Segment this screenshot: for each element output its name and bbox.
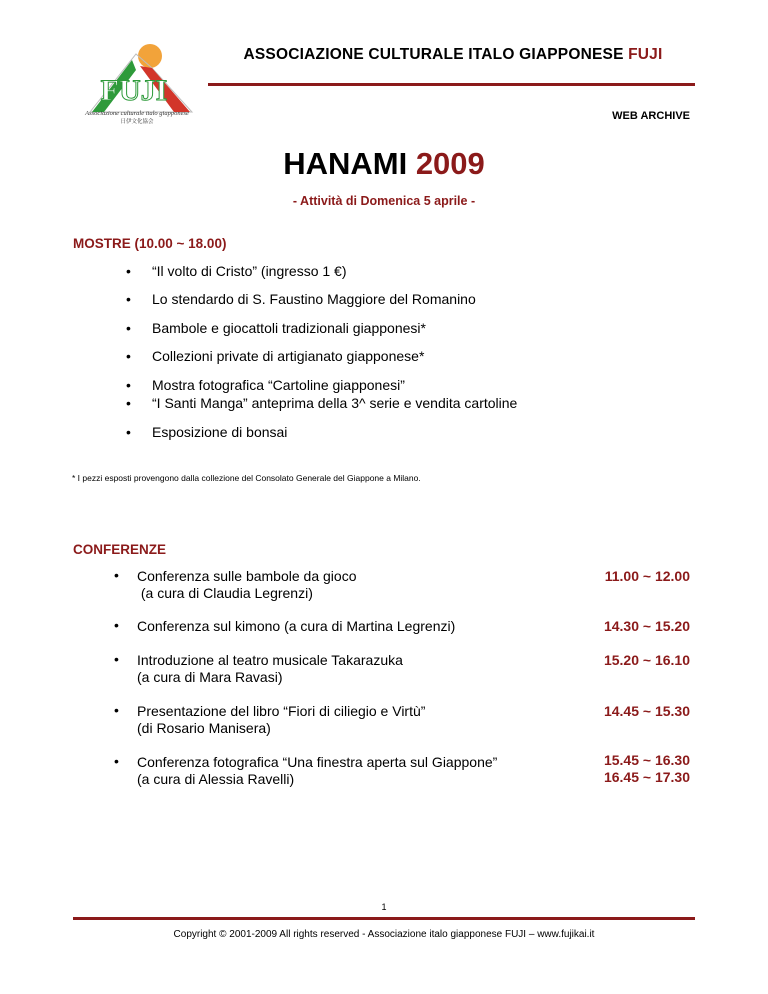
- org-title-accent: FUJI: [628, 46, 663, 63]
- title-main: HANAMI: [283, 146, 416, 181]
- conferenze-item-title: Conferenza sul kimono (a cura di Martina Legrenzi): [137, 618, 456, 634]
- conferenze-bullet: •: [114, 702, 119, 718]
- mostre-item: Lo stendardo di S. Faustino Maggiore del Romanino: [152, 291, 476, 307]
- svg-text:Associazione culturale italo g: Associazione culturale italo giapponese: [85, 110, 189, 117]
- conferenze-time: 15.20 ~ 16.10: [603, 652, 690, 668]
- association-logo: [76, 38, 198, 124]
- conferenze-item-title: Conferenza sulle bambole da gioco: [137, 568, 357, 584]
- conferenze-item-speaker: (di Rosario Manisera): [137, 720, 271, 736]
- conferenze-time-slot: 15.45 ~ 16.30: [603, 752, 690, 768]
- mostre-bullet: •: [126, 348, 131, 364]
- mostre-item: Collezioni private di artigianato giapponese*: [152, 348, 425, 364]
- page-number: 1: [381, 902, 387, 912]
- conferenze-time: 14.45 ~ 15.30: [603, 703, 690, 719]
- conferenze-item-title: Conferenza fotografica “Una finestra aperta sul Giappone”: [137, 754, 498, 770]
- web-archive-label: WEB ARCHIVE: [612, 110, 690, 122]
- mostre-heading: MOSTRE (10.00 ~ 18.00): [73, 236, 227, 251]
- mostre-bullet: •: [126, 263, 131, 279]
- conferenze-bullet: •: [114, 753, 119, 769]
- conferenze-time: [604, 752, 690, 786]
- conferenze-heading: CONFERENZE: [73, 542, 167, 557]
- conferenze-item-speaker: (a cura di Alessia Ravelli): [137, 771, 295, 787]
- logo-sun-icon: [138, 44, 162, 68]
- conferenze-bullet: •: [114, 567, 119, 583]
- conferenze-item-title: Introduzione al teatro musicale Takarazuka: [137, 652, 403, 668]
- mostre-item: Esposizione di bonsai: [152, 424, 288, 440]
- conferenze-bullet: •: [114, 617, 119, 633]
- mostre-bullet: •: [126, 291, 131, 307]
- conferenze-item: [137, 652, 403, 686]
- conferenze-item-speaker: (a cura di Mara Ravasi): [137, 669, 283, 685]
- conferenze-item: [137, 618, 455, 635]
- conferenze-item: [137, 754, 497, 788]
- mostre-bullet: •: [126, 395, 131, 411]
- mostre-footnote: * I pezzi esposti provengono dalla collezione del Consolato Generale del Giappone a Milano.: [72, 473, 421, 483]
- footer-divider: [73, 917, 695, 920]
- copyright-footer: Copyright © 2001-2009 All rights reserved - Associazione italo giapponese FUJI – www.fujikai.it: [173, 929, 595, 940]
- mostre-item: “Il volto di Cristo” (ingresso 1 €): [152, 263, 347, 279]
- page-subtitle: - Attività di Domenica 5 aprile -: [292, 194, 476, 208]
- conferenze-time-slot: 16.45 ~ 17.30: [603, 769, 690, 785]
- mostre-bullet: •: [126, 377, 131, 393]
- conferenze-item-title: Presentazione del libro “Fiori di ciliegio e Virtù”: [137, 703, 426, 719]
- mostre-item: “I Santi Manga” anteprima della 3^ serie e vendita cartoline: [152, 395, 518, 411]
- organization-title: [208, 46, 698, 64]
- mostre-bullet: •: [126, 320, 131, 336]
- svg-text:日伊文化協会: 日伊文化協会: [120, 119, 154, 124]
- mostre-item: Bambole e giocattoli tradizionali giapponesi*: [152, 320, 426, 336]
- mostre-item: Mostra fotografica “Cartoline giapponesi”: [152, 377, 405, 393]
- org-title-main: ASSOCIAZIONE CULTURALE ITALO GIAPPONESE: [243, 46, 629, 63]
- conferenze-time: 11.00 ~ 12.00: [604, 568, 690, 584]
- conferenze-time: 14.30 ~ 15.20: [603, 618, 690, 634]
- conferenze-item: [137, 703, 425, 737]
- title-year: 2009: [415, 146, 485, 181]
- page-title: [0, 146, 768, 182]
- conferenze-item: [137, 568, 356, 602]
- mostre-bullet: •: [126, 424, 131, 440]
- svg-text:FUJI: FUJI: [100, 74, 168, 107]
- conferenze-bullet: •: [114, 651, 119, 667]
- header-divider: [208, 83, 695, 86]
- conferenze-item-speaker: (a cura di Claudia Legrenzi): [137, 585, 313, 601]
